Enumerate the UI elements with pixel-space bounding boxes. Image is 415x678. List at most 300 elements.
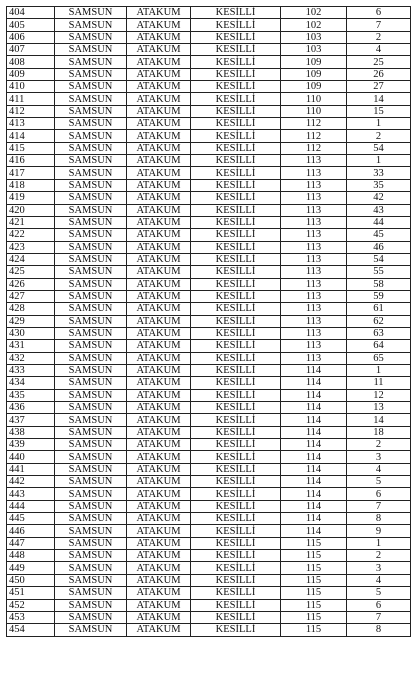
block-cell: 114	[281, 525, 347, 537]
block-cell: 103	[281, 44, 347, 56]
province-cell: SAMSUN	[55, 352, 127, 364]
row-number-cell: 453	[7, 611, 55, 623]
row-number-cell: 425	[7, 266, 55, 278]
neighborhood-cell: KESİLLİ	[191, 451, 281, 463]
district-cell: ATAKUM	[127, 278, 191, 290]
district-cell: ATAKUM	[127, 488, 191, 500]
row-number-cell: 426	[7, 278, 55, 290]
row-number-cell: 441	[7, 463, 55, 475]
district-cell: ATAKUM	[127, 192, 191, 204]
table-row	[7, 537, 411, 549]
parcel-cell: 2	[347, 31, 411, 43]
parcel-cell: 26	[347, 68, 411, 80]
parcel-cell: 55	[347, 266, 411, 278]
table-row	[7, 340, 411, 352]
district-cell: ATAKUM	[127, 167, 191, 179]
parcel-cell: 2	[347, 550, 411, 562]
province-cell: SAMSUN	[55, 303, 127, 315]
table-row	[7, 500, 411, 512]
district-cell: ATAKUM	[127, 414, 191, 426]
parcel-cell: 6	[347, 599, 411, 611]
row-number-cell: 450	[7, 574, 55, 586]
district-cell: ATAKUM	[127, 105, 191, 117]
block-cell: 113	[281, 327, 347, 339]
neighborhood-cell: KESİLLİ	[191, 303, 281, 315]
parcel-cell: 63	[347, 327, 411, 339]
neighborhood-cell: KESİLLİ	[191, 118, 281, 130]
district-cell: ATAKUM	[127, 463, 191, 475]
block-cell: 114	[281, 402, 347, 414]
province-cell: SAMSUN	[55, 513, 127, 525]
district-cell: ATAKUM	[127, 537, 191, 549]
neighborhood-cell: KESİLLİ	[191, 68, 281, 80]
province-cell: SAMSUN	[55, 44, 127, 56]
table-row	[7, 315, 411, 327]
neighborhood-cell: KESİLLİ	[191, 266, 281, 278]
province-cell: SAMSUN	[55, 426, 127, 438]
province-cell: SAMSUN	[55, 624, 127, 636]
neighborhood-cell: KESİLLİ	[191, 31, 281, 43]
table-row	[7, 463, 411, 475]
district-cell: ATAKUM	[127, 451, 191, 463]
neighborhood-cell: KESİLLİ	[191, 426, 281, 438]
table-row	[7, 7, 411, 19]
province-cell: SAMSUN	[55, 574, 127, 586]
parcel-cell: 8	[347, 513, 411, 525]
province-cell: SAMSUN	[55, 93, 127, 105]
district-cell: ATAKUM	[127, 290, 191, 302]
province-cell: SAMSUN	[55, 81, 127, 93]
block-cell: 103	[281, 31, 347, 43]
parcel-cell: 5	[347, 587, 411, 599]
neighborhood-cell: KESİLLİ	[191, 44, 281, 56]
province-cell: SAMSUN	[55, 278, 127, 290]
district-cell: ATAKUM	[127, 525, 191, 537]
block-cell: 115	[281, 624, 347, 636]
province-cell: SAMSUN	[55, 389, 127, 401]
parcel-cell: 4	[347, 574, 411, 586]
table-row	[7, 414, 411, 426]
neighborhood-cell: KESİLLİ	[191, 389, 281, 401]
table-row	[7, 587, 411, 599]
row-number-cell: 454	[7, 624, 55, 636]
block-cell: 113	[281, 278, 347, 290]
parcel-cell: 35	[347, 179, 411, 191]
parcel-cell: 7	[347, 611, 411, 623]
block-cell: 114	[281, 364, 347, 376]
table-row	[7, 624, 411, 636]
neighborhood-cell: KESİLLİ	[191, 142, 281, 154]
row-number-cell: 440	[7, 451, 55, 463]
row-number-cell: 438	[7, 426, 55, 438]
district-cell: ATAKUM	[127, 439, 191, 451]
neighborhood-cell: KESİLLİ	[191, 550, 281, 562]
province-cell: SAMSUN	[55, 179, 127, 191]
district-cell: ATAKUM	[127, 93, 191, 105]
table-row	[7, 93, 411, 105]
district-cell: ATAKUM	[127, 19, 191, 31]
block-cell: 113	[281, 241, 347, 253]
parcel-cell: 7	[347, 19, 411, 31]
neighborhood-cell: KESİLLİ	[191, 81, 281, 93]
parcel-cell: 59	[347, 290, 411, 302]
district-cell: ATAKUM	[127, 599, 191, 611]
table-row	[7, 142, 411, 154]
district-cell: ATAKUM	[127, 142, 191, 154]
block-cell: 114	[281, 439, 347, 451]
province-cell: SAMSUN	[55, 537, 127, 549]
table-row	[7, 562, 411, 574]
province-cell: SAMSUN	[55, 327, 127, 339]
neighborhood-cell: KESİLLİ	[191, 56, 281, 68]
district-cell: ATAKUM	[127, 204, 191, 216]
row-number-cell: 444	[7, 500, 55, 512]
neighborhood-cell: KESİLLİ	[191, 130, 281, 142]
district-cell: ATAKUM	[127, 513, 191, 525]
parcel-cell: 62	[347, 315, 411, 327]
neighborhood-cell: KESİLLİ	[191, 500, 281, 512]
province-cell: SAMSUN	[55, 451, 127, 463]
table-row	[7, 599, 411, 611]
neighborhood-cell: KESİLLİ	[191, 105, 281, 117]
district-cell: ATAKUM	[127, 500, 191, 512]
block-cell: 115	[281, 611, 347, 623]
row-number-cell: 421	[7, 216, 55, 228]
province-cell: SAMSUN	[55, 500, 127, 512]
district-cell: ATAKUM	[127, 402, 191, 414]
block-cell: 114	[281, 513, 347, 525]
block-cell: 114	[281, 500, 347, 512]
district-cell: ATAKUM	[127, 587, 191, 599]
table-row	[7, 68, 411, 80]
row-number-cell: 414	[7, 130, 55, 142]
row-number-cell: 417	[7, 167, 55, 179]
province-cell: SAMSUN	[55, 56, 127, 68]
row-number-cell: 409	[7, 68, 55, 80]
parcel-cell: 33	[347, 167, 411, 179]
neighborhood-cell: KESİLLİ	[191, 562, 281, 574]
province-cell: SAMSUN	[55, 364, 127, 376]
district-cell: ATAKUM	[127, 340, 191, 352]
province-cell: SAMSUN	[55, 414, 127, 426]
table-row	[7, 476, 411, 488]
block-cell: 113	[281, 340, 347, 352]
province-cell: SAMSUN	[55, 587, 127, 599]
neighborhood-cell: KESİLLİ	[191, 624, 281, 636]
province-cell: SAMSUN	[55, 488, 127, 500]
parcel-cell: 25	[347, 56, 411, 68]
block-cell: 112	[281, 118, 347, 130]
province-cell: SAMSUN	[55, 599, 127, 611]
province-cell: SAMSUN	[55, 266, 127, 278]
row-number-cell: 427	[7, 290, 55, 302]
table-row	[7, 303, 411, 315]
block-cell: 114	[281, 414, 347, 426]
row-number-cell: 404	[7, 7, 55, 19]
neighborhood-cell: KESİLLİ	[191, 513, 281, 525]
row-number-cell: 451	[7, 587, 55, 599]
row-number-cell: 433	[7, 364, 55, 376]
parcel-cell: 9	[347, 525, 411, 537]
parcel-cell: 46	[347, 241, 411, 253]
province-cell: SAMSUN	[55, 476, 127, 488]
neighborhood-cell: KESİLLİ	[191, 439, 281, 451]
block-cell: 114	[281, 389, 347, 401]
district-cell: ATAKUM	[127, 562, 191, 574]
block-cell: 112	[281, 130, 347, 142]
neighborhood-cell: KESİLLİ	[191, 19, 281, 31]
neighborhood-cell: KESİLLİ	[191, 525, 281, 537]
province-cell: SAMSUN	[55, 315, 127, 327]
province-cell: SAMSUN	[55, 7, 127, 19]
neighborhood-cell: KESİLLİ	[191, 402, 281, 414]
table-row	[7, 266, 411, 278]
neighborhood-cell: KESİLLİ	[191, 167, 281, 179]
province-cell: SAMSUN	[55, 525, 127, 537]
parcel-cell: 6	[347, 488, 411, 500]
parcel-cell: 1	[347, 537, 411, 549]
block-cell: 113	[281, 204, 347, 216]
table-row	[7, 525, 411, 537]
province-cell: SAMSUN	[55, 192, 127, 204]
table-row	[7, 118, 411, 130]
parcel-cell: 14	[347, 414, 411, 426]
district-cell: ATAKUM	[127, 81, 191, 93]
parcel-cell: 6	[347, 7, 411, 19]
table-row	[7, 192, 411, 204]
row-number-cell: 407	[7, 44, 55, 56]
district-cell: ATAKUM	[127, 68, 191, 80]
parcel-cell: 2	[347, 439, 411, 451]
province-cell: SAMSUN	[55, 439, 127, 451]
row-number-cell: 435	[7, 389, 55, 401]
parcel-cell: 44	[347, 216, 411, 228]
row-number-cell: 452	[7, 599, 55, 611]
parcel-cell: 8	[347, 624, 411, 636]
row-number-cell: 436	[7, 402, 55, 414]
parcel-cell: 61	[347, 303, 411, 315]
row-number-cell: 431	[7, 340, 55, 352]
neighborhood-cell: KESİLLİ	[191, 587, 281, 599]
district-cell: ATAKUM	[127, 315, 191, 327]
parcel-cell: 13	[347, 402, 411, 414]
district-cell: ATAKUM	[127, 327, 191, 339]
district-cell: ATAKUM	[127, 31, 191, 43]
neighborhood-cell: KESİLLİ	[191, 327, 281, 339]
row-number-cell: 422	[7, 229, 55, 241]
table-row	[7, 550, 411, 562]
parcel-cell: 12	[347, 389, 411, 401]
table-row	[7, 253, 411, 265]
province-cell: SAMSUN	[55, 229, 127, 241]
block-cell: 109	[281, 81, 347, 93]
district-cell: ATAKUM	[127, 389, 191, 401]
block-cell: 113	[281, 303, 347, 315]
province-cell: SAMSUN	[55, 241, 127, 253]
row-number-cell: 419	[7, 192, 55, 204]
district-cell: ATAKUM	[127, 611, 191, 623]
table-row	[7, 278, 411, 290]
table-row	[7, 105, 411, 117]
province-cell: SAMSUN	[55, 142, 127, 154]
block-cell: 113	[281, 315, 347, 327]
parcel-cell: 64	[347, 340, 411, 352]
table-row	[7, 130, 411, 142]
row-number-cell: 418	[7, 179, 55, 191]
block-cell: 110	[281, 105, 347, 117]
row-number-cell: 410	[7, 81, 55, 93]
row-number-cell: 406	[7, 31, 55, 43]
neighborhood-cell: KESİLLİ	[191, 599, 281, 611]
block-cell: 113	[281, 253, 347, 265]
district-cell: ATAKUM	[127, 216, 191, 228]
parcel-cell: 43	[347, 204, 411, 216]
row-number-cell: 443	[7, 488, 55, 500]
table-row	[7, 488, 411, 500]
neighborhood-cell: KESİLLİ	[191, 241, 281, 253]
block-cell: 115	[281, 599, 347, 611]
neighborhood-cell: KESİLLİ	[191, 352, 281, 364]
table-row	[7, 204, 411, 216]
parcel-table-body	[7, 7, 411, 637]
table-row	[7, 389, 411, 401]
parcel-cell: 4	[347, 463, 411, 475]
table-row	[7, 513, 411, 525]
block-cell: 113	[281, 216, 347, 228]
table-row	[7, 290, 411, 302]
row-number-cell: 432	[7, 352, 55, 364]
parcel-cell: 1	[347, 118, 411, 130]
province-cell: SAMSUN	[55, 31, 127, 43]
block-cell: 115	[281, 574, 347, 586]
parcel-cell: 11	[347, 377, 411, 389]
row-number-cell: 420	[7, 204, 55, 216]
province-cell: SAMSUN	[55, 167, 127, 179]
parcel-cell: 3	[347, 451, 411, 463]
neighborhood-cell: KESİLLİ	[191, 253, 281, 265]
block-cell: 115	[281, 562, 347, 574]
row-number-cell: 424	[7, 253, 55, 265]
neighborhood-cell: KESİLLİ	[191, 290, 281, 302]
block-cell: 102	[281, 19, 347, 31]
block-cell: 113	[281, 290, 347, 302]
row-number-cell: 415	[7, 142, 55, 154]
district-cell: ATAKUM	[127, 426, 191, 438]
row-number-cell: 428	[7, 303, 55, 315]
province-cell: SAMSUN	[55, 105, 127, 117]
block-cell: 115	[281, 587, 347, 599]
neighborhood-cell: KESİLLİ	[191, 278, 281, 290]
table-row	[7, 229, 411, 241]
table-row	[7, 451, 411, 463]
block-cell: 115	[281, 550, 347, 562]
block-cell: 113	[281, 229, 347, 241]
parcel-cell: 7	[347, 500, 411, 512]
neighborhood-cell: KESİLLİ	[191, 463, 281, 475]
province-cell: SAMSUN	[55, 377, 127, 389]
block-cell: 109	[281, 68, 347, 80]
province-cell: SAMSUN	[55, 611, 127, 623]
parcel-cell: 2	[347, 130, 411, 142]
province-cell: SAMSUN	[55, 118, 127, 130]
province-cell: SAMSUN	[55, 253, 127, 265]
block-cell: 114	[281, 426, 347, 438]
district-cell: ATAKUM	[127, 7, 191, 19]
district-cell: ATAKUM	[127, 303, 191, 315]
neighborhood-cell: KESİLLİ	[191, 229, 281, 241]
row-number-cell: 429	[7, 315, 55, 327]
neighborhood-cell: KESİLLİ	[191, 611, 281, 623]
block-cell: 115	[281, 537, 347, 549]
table-row	[7, 327, 411, 339]
table-row	[7, 364, 411, 376]
row-number-cell: 423	[7, 241, 55, 253]
table-row	[7, 44, 411, 56]
table-row	[7, 402, 411, 414]
parcel-table	[6, 6, 411, 637]
block-cell: 110	[281, 93, 347, 105]
district-cell: ATAKUM	[127, 44, 191, 56]
table-row	[7, 19, 411, 31]
district-cell: ATAKUM	[127, 574, 191, 586]
province-cell: SAMSUN	[55, 216, 127, 228]
block-cell: 114	[281, 451, 347, 463]
neighborhood-cell: KESİLLİ	[191, 204, 281, 216]
neighborhood-cell: KESİLLİ	[191, 216, 281, 228]
row-number-cell: 449	[7, 562, 55, 574]
district-cell: ATAKUM	[127, 364, 191, 376]
neighborhood-cell: KESİLLİ	[191, 574, 281, 586]
parcel-cell: 14	[347, 93, 411, 105]
district-cell: ATAKUM	[127, 550, 191, 562]
block-cell: 109	[281, 56, 347, 68]
neighborhood-cell: KESİLLİ	[191, 488, 281, 500]
row-number-cell: 437	[7, 414, 55, 426]
table-row	[7, 31, 411, 43]
block-cell: 102	[281, 7, 347, 19]
province-cell: SAMSUN	[55, 130, 127, 142]
block-cell: 114	[281, 377, 347, 389]
neighborhood-cell: KESİLLİ	[191, 476, 281, 488]
block-cell: 112	[281, 142, 347, 154]
parcel-cell: 65	[347, 352, 411, 364]
neighborhood-cell: KESİLLİ	[191, 537, 281, 549]
neighborhood-cell: KESİLLİ	[191, 192, 281, 204]
district-cell: ATAKUM	[127, 624, 191, 636]
parcel-cell: 58	[347, 278, 411, 290]
row-number-cell: 445	[7, 513, 55, 525]
row-number-cell: 405	[7, 19, 55, 31]
row-number-cell: 412	[7, 105, 55, 117]
district-cell: ATAKUM	[127, 118, 191, 130]
row-number-cell: 447	[7, 537, 55, 549]
row-number-cell: 446	[7, 525, 55, 537]
parcel-cell: 5	[347, 476, 411, 488]
parcel-cell: 1	[347, 155, 411, 167]
parcel-cell: 54	[347, 142, 411, 154]
province-cell: SAMSUN	[55, 550, 127, 562]
row-number-cell: 434	[7, 377, 55, 389]
province-cell: SAMSUN	[55, 290, 127, 302]
neighborhood-cell: KESİLLİ	[191, 93, 281, 105]
province-cell: SAMSUN	[55, 155, 127, 167]
block-cell: 114	[281, 476, 347, 488]
table-row	[7, 56, 411, 68]
district-cell: ATAKUM	[127, 130, 191, 142]
province-cell: SAMSUN	[55, 19, 127, 31]
parcel-cell: 42	[347, 192, 411, 204]
district-cell: ATAKUM	[127, 476, 191, 488]
